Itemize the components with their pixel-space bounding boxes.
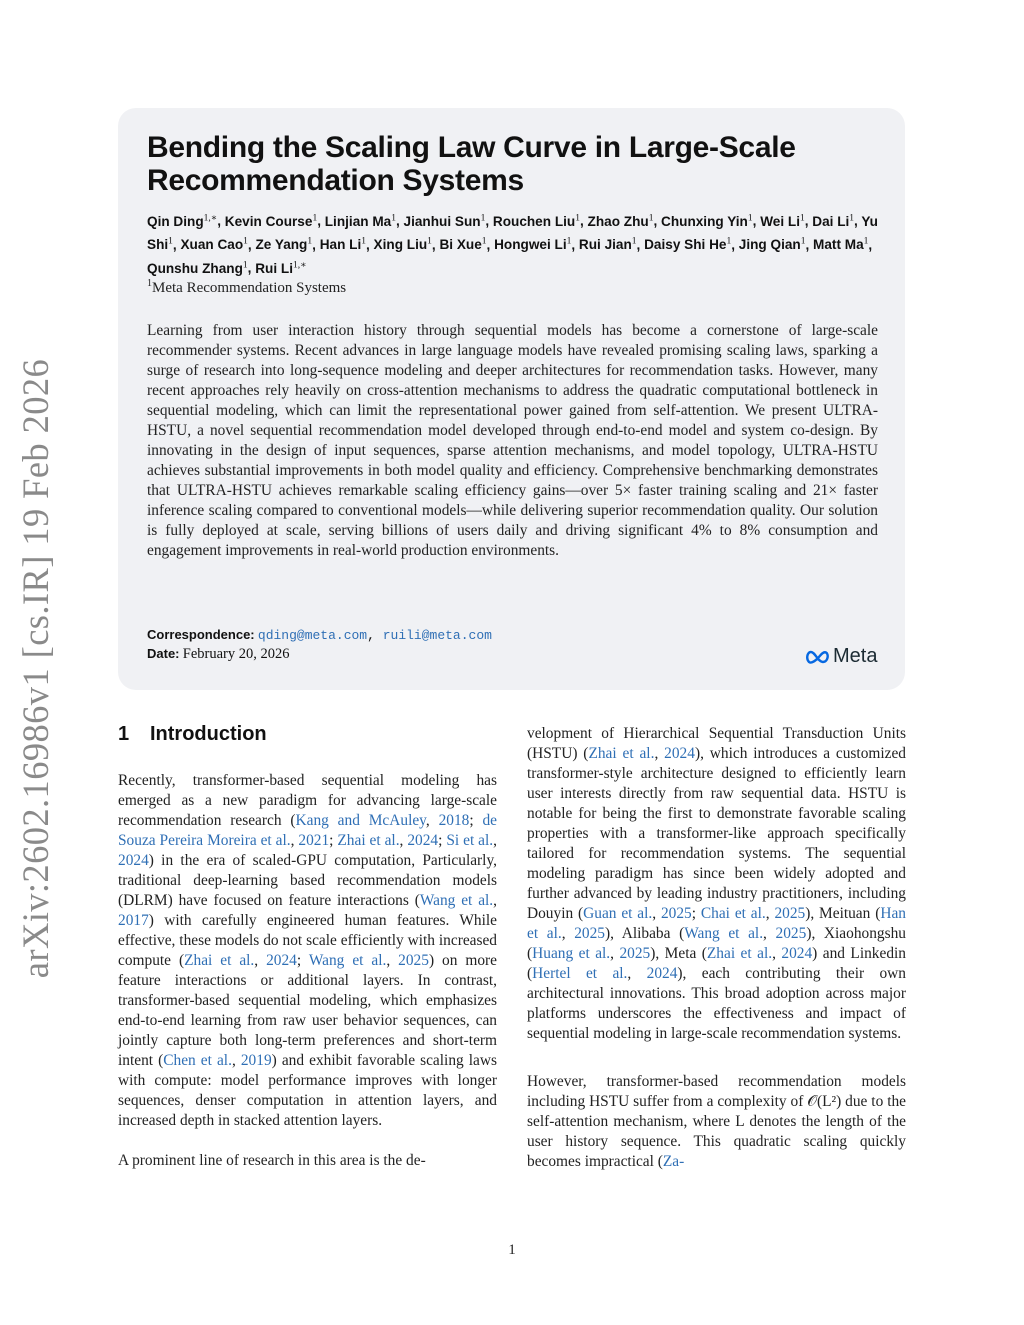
author-affiliation-marker: 1 (726, 236, 732, 247)
citation-link[interactable]: 2024 (266, 952, 297, 969)
email-link-ruili[interactable]: ruili@meta.com (382, 628, 492, 643)
body-text: , (627, 965, 647, 982)
left-column (118, 771, 497, 1171)
author (813, 237, 868, 252)
author (255, 261, 306, 276)
section-number: 1 (118, 723, 130, 745)
author-name: Matt Ma (813, 237, 864, 253)
citation-link[interactable]: Zhai et al. (588, 745, 655, 762)
body-text: , (772, 945, 782, 962)
affiliation-name: Meta Recommendation Systems (152, 280, 347, 296)
author-affiliation-marker: 1 (575, 213, 580, 223)
author-affiliation-marker: 1 (307, 236, 313, 247)
author (147, 214, 217, 229)
author (644, 237, 731, 252)
author-name: Kevin Course (224, 213, 313, 229)
author-name: Rui Jian (578, 237, 632, 253)
citation-link[interactable]: 2025 (574, 925, 605, 942)
citation-link[interactable]: 2024 (407, 832, 439, 849)
citation-link[interactable]: 2025 (398, 952, 429, 969)
email-separator: , (367, 628, 383, 643)
author (180, 237, 247, 252)
body-text: , (425, 812, 439, 829)
citation-link[interactable]: Zhai et al. (337, 832, 400, 849)
author-affiliation-marker: 1 (168, 236, 173, 247)
body-text: ; (438, 832, 447, 849)
body-text: , (399, 832, 408, 849)
section-heading (118, 723, 267, 746)
arxiv-identifier: arXiv:2602.16986v1 [cs.IR] 19 Feb 2026 (15, 358, 57, 978)
author-name: Jing Qian (738, 237, 801, 253)
body-text: , (254, 952, 267, 969)
body-text: , (561, 925, 575, 942)
body-text: A prominent line of research in this area is the de- (118, 1152, 426, 1169)
date-label: Date: (147, 646, 180, 661)
body-text: , (386, 952, 399, 969)
author-name: Dai Li (812, 213, 850, 229)
author-name: Xing Liu (373, 237, 428, 253)
arxiv-identifier-stamp (8, 358, 64, 978)
body-text: ), Xiaohongshu ( (527, 925, 906, 962)
author-affiliation-marker: 1 (800, 236, 806, 247)
citation-link[interactable]: 2025 (775, 925, 807, 942)
body-text: ) in the era of scaled-GPU computation, Particularly, traditional deep-learning based recommendation models (DLRM) have focused on feature interactions ( (118, 852, 497, 909)
body-text: ), each contributing their own architectural innovations. This broad adoption across major platforms underscores the effectiveness and impact of sequential modeling in large-scale recommendation systems. (527, 965, 906, 1042)
body-text: ), which introduces a customized transformer-style architecture designed to efficiently learn user interests directly from raw sequential data. HSTU is notable for being the first to demonstrate favorable scaling properties with a transformer-like approach specifically tailored for recommendation systems. The sequential modeling paradigm has since been widely adopted and further advanced by leading industry practitioners, including Douyin ( (527, 745, 907, 922)
citation-link[interactable]: 2024 (646, 965, 678, 982)
correspondence-label: Correspondence: (147, 627, 255, 642)
body-text: ; (469, 812, 483, 829)
left-paragraph-2 (118, 1151, 497, 1171)
author (588, 214, 654, 229)
author (760, 214, 805, 229)
author-name: Rouchen Liu (492, 213, 576, 229)
date-line (147, 646, 289, 663)
author-name: Daisy Shi He (644, 237, 727, 253)
author-affiliation-marker: 1 (243, 236, 248, 247)
body-text: ) with carefully engineered human features. While effective, these models do not scale efficiently with increased compute ( (118, 912, 497, 969)
author-affiliation-marker: 1 (566, 236, 572, 247)
author (325, 214, 396, 229)
author-affiliation-marker: 1 (631, 236, 637, 247)
author-name: Linjian Ma (324, 213, 392, 229)
citation-link[interactable]: Hertel et al. (532, 965, 628, 982)
author-name: Rui Li (255, 260, 293, 276)
citation-link[interactable]: 2019 (240, 1052, 272, 1069)
body-text: , (654, 745, 665, 762)
citation-link[interactable]: de Souza Pereira Moreira et al. (118, 812, 497, 849)
body-text: , (652, 905, 661, 922)
date-value: February 20, 2026 (182, 646, 290, 662)
citation-link[interactable]: Wang et al. (684, 925, 764, 942)
citation-link[interactable]: Zhai et al. (184, 952, 255, 969)
abstract: Learning from user interaction history through sequential models has become a cornerstone of large-scale recommender systems. Recent advances in large language models have revealed promising scaling laws, sparking a surge of research into long-sequence modeling and deeper architectures for recommendation tasks. However, many recent approaches rely heavily on cross-attention mechanisms to address the quadratic computational bottleneck in sequential modeling, which can limit the representational power gained from self-attention. We present ULTRA-HSTU, a novel sequential recommendation model developed through end-to-end model and system co-design. By innovating in the design of input sequences, sparse attention mechanisms, and model topology, ULTRA-HSTU achieves substantial improvements in both model quality and efficiency. Comprehensive benchmarking demonstrates that ULTRA-HSTU achieves remarkable scaling efficiency gains—over 5× faster training scaling and 21× faster inference scaling compared to conventional models—while delivering superior recommendation quality. Our solution is fully deployed at scale, serving billions of users daily and driving significant 4% to 8% consumption and engagement improvements in real-world production environments. (147, 322, 878, 559)
body-text: , (493, 832, 497, 849)
author-name: Wei Li (760, 213, 800, 229)
citation-link[interactable]: Wang et al. (308, 952, 387, 969)
author-name: Qunshu Zhang (147, 260, 243, 276)
body-text: , (610, 945, 620, 962)
paper-title: Bending the Scaling Law Curve in Large-Scale Recommendation Systems (147, 131, 796, 197)
author (812, 214, 854, 229)
author-affiliation-marker: 1 (427, 236, 432, 247)
body-text: , (763, 925, 776, 942)
author-affiliation-marker: 1 (849, 213, 855, 223)
body-text: ; (329, 832, 338, 849)
author-affiliation-marker: 1,∗ (203, 213, 218, 223)
author-affiliation-marker: 1 (481, 236, 487, 247)
author (404, 214, 486, 229)
citation-link[interactable]: 2018 (438, 812, 470, 829)
author (439, 237, 486, 252)
citation-link[interactable]: Kang and McAuley (295, 812, 426, 829)
right-paragraph-1 (527, 724, 906, 1044)
citation-link[interactable]: Huang et al. (532, 945, 611, 962)
author (147, 261, 248, 276)
body-text: , (493, 892, 498, 909)
author (579, 237, 637, 252)
author-affiliation-marker: 1 (312, 213, 318, 223)
author-name: Jianhui Sun (403, 213, 481, 229)
body-text: ), Meta ( (650, 945, 707, 962)
body-text: ), Alibaba ( (604, 925, 685, 942)
body-text: However, transformer-based recommendation models including HSTU suffer from a complexity of 𝒪(L²) due to the self-attention mechanism, where L denotes the length of the user history sequence. This quadratic scaling quickly becomes impractical ( (527, 1073, 906, 1170)
correspondence-line (147, 627, 492, 643)
body-text: , (765, 905, 775, 922)
citation-link[interactable]: 2024 (118, 852, 149, 869)
body-text: ; (296, 952, 309, 969)
author (494, 237, 571, 252)
author (255, 237, 312, 252)
author-name: Qin Ding (147, 213, 204, 229)
body-text: ), Meituan ( (805, 905, 881, 922)
email-link-qding[interactable]: qding@meta.com (257, 628, 368, 643)
body-text: ; (691, 905, 701, 922)
right-paragraph-2 (527, 1072, 906, 1172)
left-paragraph-1 (118, 771, 497, 1131)
author-name: Bi Xue (439, 237, 482, 253)
citation-link[interactable]: Si et al. (446, 832, 494, 849)
body-text: velopment of Hierarchical Sequential Transduction Units (HSTU) ( (527, 725, 906, 762)
affiliation (147, 278, 346, 297)
author (374, 237, 432, 252)
citation-link[interactable]: 2021 (298, 832, 330, 849)
author-affiliation-marker: 1 (863, 236, 869, 247)
citation-link[interactable]: 2024 (664, 745, 695, 762)
body-text: ) and Linkedin ( (527, 945, 906, 982)
affiliation-marker: 1 (147, 278, 152, 289)
author (739, 237, 806, 252)
author-affiliation-marker: 1 (799, 213, 805, 223)
citation-link[interactable]: Han et al. (527, 905, 906, 942)
meta-logo (806, 645, 877, 668)
author-name: Ze Yang (255, 237, 308, 253)
citation-link[interactable]: Chai et al. (700, 905, 766, 922)
citation-link[interactable]: Chen et al. (163, 1052, 232, 1069)
author (661, 214, 753, 229)
body-text: Recently, transformer-based sequential modeling has emerged as a new paradigm for advancing large-scale recommendation research ( (118, 772, 497, 829)
author-name: Xuan Cao (180, 237, 244, 253)
citation-link[interactable]: 2025 (619, 945, 651, 962)
citation-link[interactable]: 2024 (781, 945, 813, 962)
author-name: Chunxing Yin (661, 213, 748, 229)
author-affiliation-marker: 1 (480, 213, 486, 223)
author (320, 237, 366, 252)
author-name: Yu Shi (147, 213, 878, 253)
meta-logo-text: Meta (833, 645, 878, 667)
author-affiliation-marker: 1 (361, 236, 366, 247)
citation-link[interactable]: Za- (662, 1153, 685, 1170)
citation-link[interactable]: 2025 (774, 905, 806, 922)
author-list: Qin Ding$^{1,∗}$, Kevin Course$^1$, Linjian Ma$^1$, Jianhui Sun$^1$, Rouchen Liu$^1$, Zhao Zhu$^1$, Chunxing Yin$^1$, Wei Li$^1$, Dai Li$^1$, Yu Shi$^1$, Xuan Cao$^1$, Ze Yang$^1$, Han Li$^1$, Xing Liu$^1$, Bi Xue$^1$, Hongwei Li$^1$, Rui Jian$^1$, Daisy Shi He$^1$, Jing Qian$^1$, Matt Ma$^1$, Qunshu Zhang$^1$, Rui $Li^{1,∗}$ (147, 213, 878, 276)
citation-link[interactable]: Guan et al. (583, 905, 653, 922)
right-column (527, 724, 906, 1172)
author-affiliation-marker: 1 (391, 213, 396, 223)
meta-infinity-icon (806, 650, 830, 664)
author-affiliation-marker: 1,∗ (292, 260, 307, 271)
page-number: 1 (508, 1242, 516, 1258)
author-name: Hongwei Li (494, 237, 567, 253)
citation-link[interactable]: 2017 (118, 912, 149, 929)
author-affiliation-marker: 1 (242, 260, 248, 271)
citation-link[interactable]: Wang et al. (419, 892, 494, 909)
author (493, 214, 580, 229)
body-text: , (290, 832, 299, 849)
author-name: Han Li (319, 237, 362, 253)
citation-link[interactable]: Zhai et al. (706, 945, 773, 962)
body-text: ) on more feature interactions or additional layers. In contrast, transformer-based sequential modeling, which emphasizes end-to-end learning from raw user behavior sequences, can jointly capture both long-term preferences and short-term intent ( (118, 952, 497, 1069)
author (225, 214, 317, 229)
author-affiliation-marker: 1 (648, 213, 654, 223)
body-text: ) and exhibit favorable scaling laws with compute: model performance improves with longer sequences, denser computation in attention layers, and increased depth in stacked attention layers. (118, 1052, 497, 1129)
author-name: Zhao Zhu (587, 213, 649, 229)
citation-link[interactable]: 2025 (660, 905, 692, 922)
author-affiliation-marker: 1 (747, 213, 753, 223)
section-title: Introduction (150, 723, 267, 745)
body-text: , (231, 1052, 241, 1069)
